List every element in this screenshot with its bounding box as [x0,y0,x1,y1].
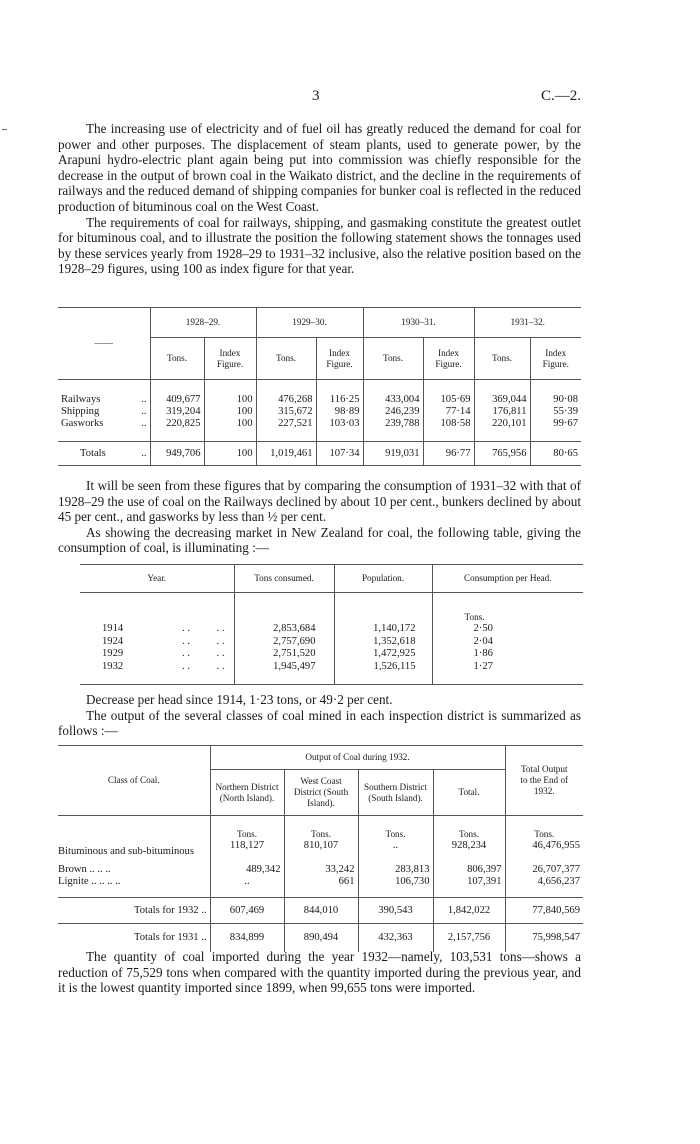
northern-header: Northern District (North Island). [210,770,284,816]
row-label: Totals [80,448,106,459]
paragraph-3: It will be seen from these figures that by comparing the consumption of 1931–32 with that of 1928–29 the use of coal on the Railways declined by about 10 per cent., bunkers declined by about 45 per cent., and gasworks by less than ½ per cent. [58,478,581,525]
imports-section [58,949,581,996]
table-row: 1914 . . . . 2,853,684 1,140,172 2·50 [80,623,583,636]
tons-header: Tons. [256,338,316,380]
year-header: 1928–29. [150,308,256,338]
index-header: Index Figure. [204,338,256,380]
row-label: Shipping [61,406,100,417]
row-label: Gasworks [61,418,104,429]
table-row: 1932 . . . . 1,945,497 1,526,115 1·27 [80,660,583,673]
document-reference: C.—2. [541,88,582,104]
unit-label: Tons. [284,816,358,840]
table-row: Bituminous and sub-bituminous 118,127 810,107 .. 928,234 46,476,955 [58,840,583,864]
paragraph-7: The quantity of coal imported during the year 1932—namely, 103,531 tons—shows a reduction of 75,529 tons when compared with the quantity imported during the previous year, and it is the lowest quantity imported since 1899, when 99,655 tons were imported. [58,949,581,996]
table-row: Brown .. .. .. 489,342 33,242 283,813 806,397 26,707,377 [58,864,583,876]
index-header: Index Figure. [530,338,581,380]
year-header: Year. [147,573,167,583]
table-row: Shipping .. 319,204 100 315,672 98·89 246,239 77·14 176,811 55·39 [58,406,581,418]
end-total-header: Total Output to the End of 1932. [505,746,583,816]
unit-label: Tons. [210,816,284,840]
year-header: 1929–30. [256,308,363,338]
row-label: Lignite .. .. .. .. [58,876,121,887]
intro-section [58,121,581,277]
row-label: Brown .. .. .. [58,864,111,875]
tons-header: Tons. [150,338,204,380]
corner-dash: —— [94,338,113,348]
margin-mark [2,129,7,130]
unit-label: Tons. [432,593,583,623]
year-header: 1930–31. [363,308,474,338]
paragraph-4: As showing the decreasing market in New Zealand for coal, the following table, giving the consumption of coal, is illuminating :— [58,524,581,556]
page-number: 3 [312,88,320,104]
tons-consumed-header: Tons consumed. [234,565,334,593]
totals-1931-row: Totals for 1931 .. 834,899 890,494 432,363 2,157,756 75,998,547 [58,924,583,952]
row-label: Bituminous and sub-bituminous [58,846,194,857]
west-coast-header: West Coast District (South Island). [284,770,358,816]
totals-row: Totals .. 949,706 100 1,019,461 107·34 919,031 96·77 765,956 80·65 [58,442,581,466]
row-label: Railways [61,394,101,405]
tons-header: Tons. [363,338,423,380]
table-row: 1924 . . . . 2,757,690 1,352,618 2·04 [80,635,583,648]
per-head-header: Consumption per Head. [432,565,583,593]
southern-header: Southern District (South Island). [358,770,433,816]
totals-1932-row: Totals for 1932 .. 607,469 844,010 390,543 1,842,022 77,840,569 [58,898,583,924]
total-header: Total. [433,770,505,816]
unit-label: Tons. [433,816,505,840]
row-label: Totals for 1932 .. [133,905,207,916]
index-header: Index Figure. [316,338,363,380]
table-row: Gasworks .. 220,825 100 227,521 103·03 239,788 108·58 220,101 99·67 [58,418,581,430]
coal-services-table [58,307,581,466]
unit-label: Tons. [505,816,583,840]
population-header: Population. [334,565,432,593]
year-header: 1931–32. [474,308,581,338]
class-header: Class of Coal. [58,746,210,816]
row-label: Totals for 1931 .. [133,932,207,944]
consumption-table [80,564,583,685]
paragraph-2: The requirements of coal for railways, shipping, and gasmaking constitute the greatest outlet for bituminous coal, and to illustrate the position the following statement shows the tonnages used by these services yearly from 1928–29 to 1931–32 inclusive, also the relative position based on the 1928–29 figures, using 100 as index figure for that year. [58,214,581,277]
tons-header: Tons. [474,338,530,380]
index-header: Index Figure. [423,338,474,380]
paragraph-5: Decrease per head since 1914, 1·23 tons, or 49·2 per cent. [86,692,393,707]
unit-label: Tons. [358,816,433,840]
paragraph-6: The output of the several classes of coal mined in each inspection district is summarized as follows :— [58,707,581,739]
table-row: 1929 . . . . 2,751,520 1,472,925 1·86 [80,648,583,661]
output-section [58,692,581,739]
table-row: Railways .. 409,677 100 476,268 116·25 433,004 105·69 369,044 90·08 [58,394,581,406]
consumption-section [58,478,581,556]
output-table [58,745,583,952]
paragraph-1: The increasing use of electricity and of fuel oil has greatly reduced the demand for coal for power and other purposes. The displacement of steam plants, used to generate power, by the Arapuni hydro-electric plant again being put into commission was chiefly responsible for the decrease in the output of brown coal in the Waikato district, and the decline in the requirements of railways and the reduced demand of shipping companies for bunker coal is reflected in the reduced production of bituminous coal on the West Coast. [58,121,581,214]
output-group-header: Output of Coal during 1932. [210,746,505,770]
table-row: Lignite .. .. .. .. .. 661 106,730 107,391 4,656,237 [58,876,583,888]
